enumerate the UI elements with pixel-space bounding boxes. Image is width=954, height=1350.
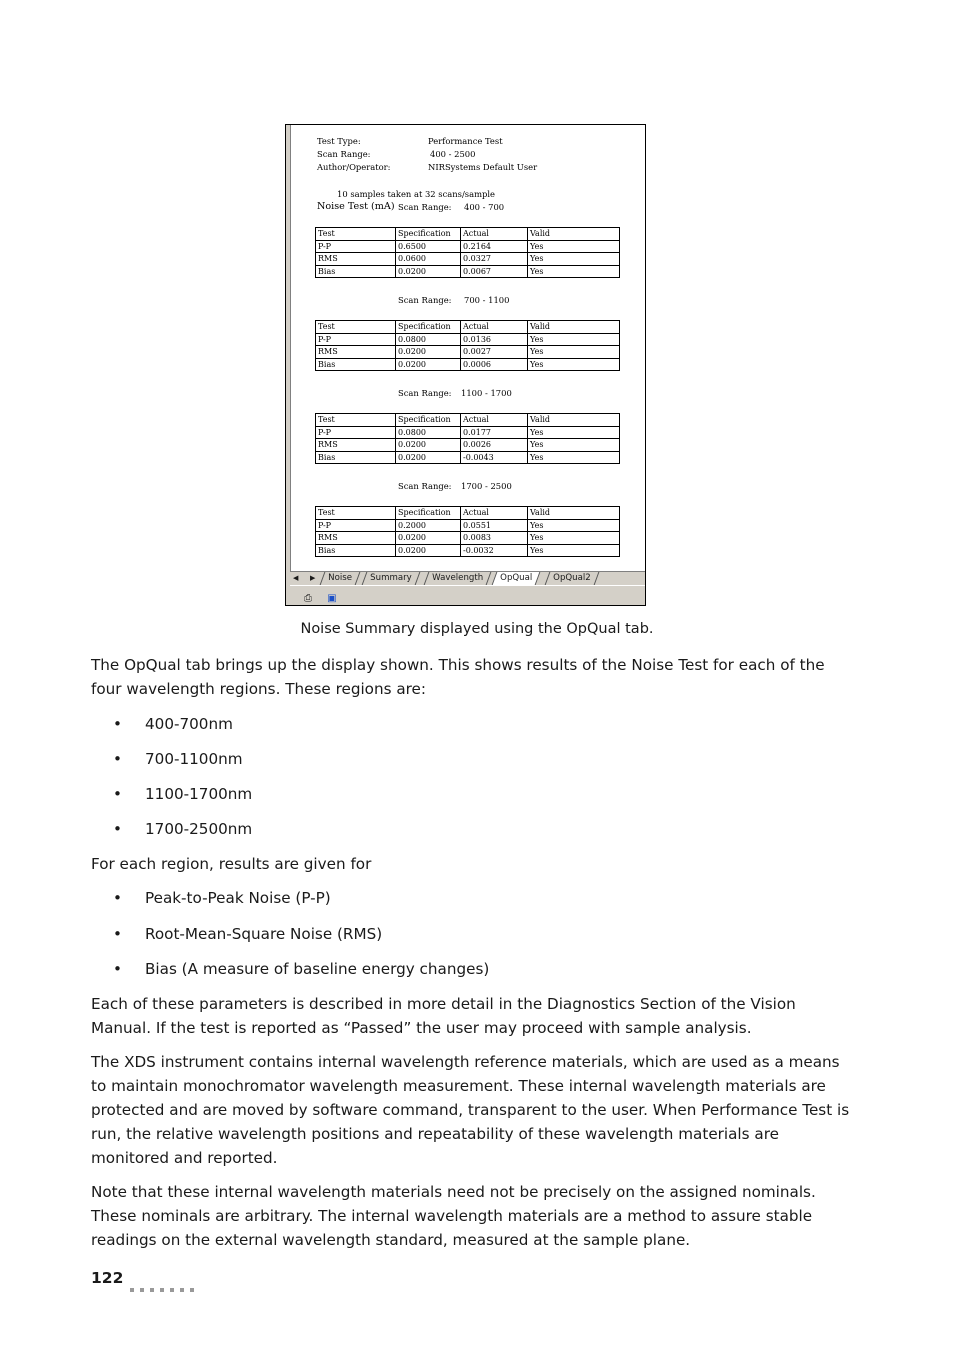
table-cell: 0.0200 [396, 439, 461, 452]
table-cell: 0.0800 [396, 333, 461, 346]
list-item-text: 1700-2500nm [145, 820, 253, 838]
noise-table-4 [315, 506, 620, 557]
table-cell: 0.0136 [461, 333, 528, 346]
table-cell: 0.0200 [396, 346, 461, 359]
status-toolbar [290, 585, 645, 606]
scan-range-value: 400 - 2500 [430, 149, 476, 159]
table-cell: 0.0083 [461, 532, 528, 545]
test-type-value: Performance Test [428, 136, 503, 146]
tab-wavelength[interactable] [424, 572, 492, 585]
list-item-text: 700-1100nm [145, 750, 243, 768]
scan-range-4-value: 1700 - 2500 [461, 481, 512, 491]
table-cell: 0.0200 [396, 358, 461, 371]
samples-line: 10 samples taken at 32 scans/sample [337, 189, 496, 199]
table-cell: 0.0177 [461, 426, 528, 439]
table-cell: Yes [528, 333, 620, 346]
tab-label: OpQual2 [553, 573, 591, 583]
table-cell: 0.0600 [396, 253, 461, 266]
table-cell: 0.0327 [461, 253, 528, 266]
table-cell: P-P [316, 333, 396, 346]
author-label: Author/Operator: [317, 162, 391, 172]
table-cell: Yes [528, 240, 620, 253]
table-cell: RMS [316, 253, 396, 266]
intro-paragraph: The OpQual tab brings up the display shown. This shows results of the Noise Test for each of the four wavelength regions. These regions are: [91, 656, 825, 698]
tab-opqual2[interactable] [545, 572, 599, 585]
table-cell: -0.0043 [461, 451, 528, 464]
table-cell: 0.0200 [396, 544, 461, 557]
tab-opqual[interactable] [492, 572, 541, 585]
print-icon[interactable]: ⎙ [304, 593, 312, 604]
noise-table-3 [315, 413, 620, 464]
tab-label: OpQual [500, 573, 533, 583]
table-cell: 0.2164 [461, 240, 528, 253]
list-item-text: 400-700nm [145, 715, 233, 733]
table-cell: Yes [528, 358, 620, 371]
figure-caption: Noise Summary displayed using the OpQual tab. [300, 621, 654, 637]
table-cell: Bias [316, 544, 396, 557]
xds-paragraph: The XDS instrument contains internal wavelength reference materials, which are used as a means to maintain monochromator wavelength measurement. These internal wavelength materials are protected and are moved by software command, transparent to the user. When Performance Test is run, the relative wavelength positions and repeatability of these wavelength materials are monitored and reported. [91, 1053, 850, 1167]
table-cell: Actual [461, 414, 528, 427]
table-cell: Bias [316, 358, 396, 371]
scan-range-4-label: Scan Range: [398, 481, 452, 491]
sheet-tab-bar [290, 571, 645, 586]
table-cell: 0.0200 [396, 451, 461, 464]
tab-label: Noise [328, 573, 353, 583]
table-cell: Actual [461, 507, 528, 520]
table-cell: Test [316, 507, 396, 520]
scan-range-3-label: Scan Range: [398, 388, 452, 398]
author-value: NIRSystems Default User [428, 162, 538, 172]
table-cell: RMS [316, 346, 396, 359]
scan-range-2-value: 700 - 1100 [464, 295, 510, 305]
table-cell: Yes [528, 439, 620, 452]
table-cell: Yes [528, 451, 620, 464]
table-cell: Valid [528, 321, 620, 334]
list-item-text: 1100-1700nm [145, 785, 253, 803]
test-type-label: Test Type: [317, 136, 361, 146]
table-cell: 0.0800 [396, 426, 461, 439]
table-cell: Yes [528, 265, 620, 278]
list-item-text: Root-Mean-Square Noise (RMS) [145, 925, 383, 943]
table-cell: Bias [316, 451, 396, 464]
tab-label: Wavelength [432, 573, 484, 583]
table-cell: RMS [316, 532, 396, 545]
table-cell: 0.0200 [396, 265, 461, 278]
table-cell: -0.0032 [461, 544, 528, 557]
table-cell: 0.0200 [396, 532, 461, 545]
scan-range-1-value: 400 - 700 [464, 202, 505, 212]
footer-decoration [130, 1277, 200, 1296]
table-cell: Test [316, 414, 396, 427]
tab-summary[interactable] [362, 572, 420, 585]
table-cell: P-P [316, 240, 396, 253]
details-paragraph: Each of these parameters is described in more detail in the Diagnostics Section of the Vision Manual. If the test is reported as “Passed” the user may proceed with sample analysis. [91, 995, 796, 1037]
table-cell: Yes [528, 519, 620, 532]
table-cell: P-P [316, 426, 396, 439]
table-cell: 0.0027 [461, 346, 528, 359]
table-cell: Specification [396, 414, 461, 427]
note-paragraph: Note that these internal wavelength materials need not be precisely on the assigned nominals. These nominals are arbitrary. The internal wavelength materials are a method to assure stable readings on the external wavelength standard, measured at the sample plane. [91, 1183, 816, 1249]
list-item-text: Bias (A measure of baseline energy changes) [145, 960, 490, 978]
table-cell: Valid [528, 507, 620, 520]
scroll-left-icon[interactable]: ◀ [293, 574, 299, 582]
scroll-right-icon[interactable]: ▶ [310, 574, 316, 582]
table-cell: Specification [396, 507, 461, 520]
scan-range-label: Scan Range: [317, 149, 371, 159]
save-icon[interactable]: ▣ [327, 593, 337, 604]
table-cell: Actual [461, 228, 528, 241]
scan-range-1-label: Scan Range: [398, 202, 452, 212]
table-cell: Yes [528, 346, 620, 359]
table-cell: Valid [528, 228, 620, 241]
table-cell: 0.0026 [461, 439, 528, 452]
table-cell: P-P [316, 519, 396, 532]
table-cell: Specification [396, 321, 461, 334]
table-cell: RMS [316, 439, 396, 452]
report-content [292, 125, 645, 571]
table-cell: Yes [528, 426, 620, 439]
scan-range-2-label: Scan Range: [398, 295, 452, 305]
list-item-text: Peak-to-Peak Noise (P-P) [145, 889, 331, 907]
table-cell: Yes [528, 253, 620, 266]
table-cell: 0.0551 [461, 519, 528, 532]
tab-label: Summary [370, 573, 412, 583]
table-cell: 0.0067 [461, 265, 528, 278]
noise-test-label: Noise Test (mA) [317, 201, 395, 212]
results-intro: For each region, results are given for [91, 855, 372, 873]
table-cell: 0.0006 [461, 358, 528, 371]
table-cell: Yes [528, 544, 620, 557]
table-cell: 0.6500 [396, 240, 461, 253]
table-cell: Specification [396, 228, 461, 241]
table-cell: Valid [528, 414, 620, 427]
window-left-border [286, 125, 291, 605]
table-cell: Actual [461, 321, 528, 334]
table-cell: 0.2000 [396, 519, 461, 532]
table-cell: Yes [528, 532, 620, 545]
table-cell: Bias [316, 265, 396, 278]
tab-noise[interactable] [320, 572, 361, 585]
opqual-screenshot [285, 124, 646, 606]
scan-range-3-value: 1100 - 1700 [461, 388, 512, 398]
noise-table-1 [315, 227, 620, 278]
table-cell: Test [316, 321, 396, 334]
noise-table-2 [315, 320, 620, 371]
table-cell: Test [316, 228, 396, 241]
page-number: 122 [91, 1269, 124, 1287]
